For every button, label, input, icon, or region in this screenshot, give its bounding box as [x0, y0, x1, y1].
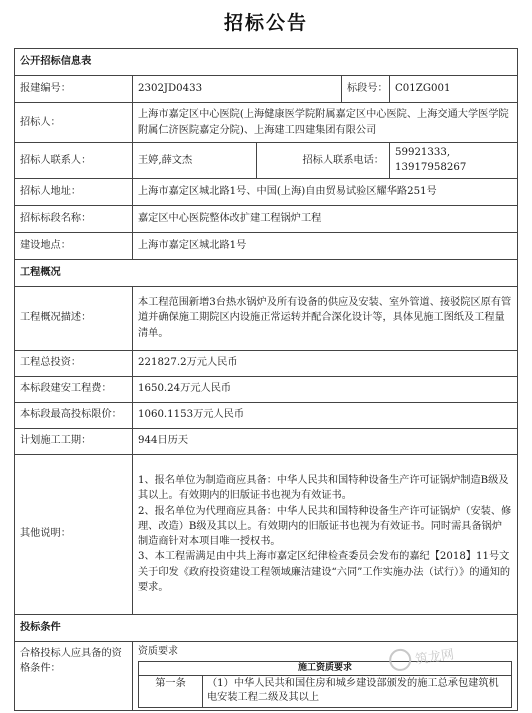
site-label: 建设地点： [15, 232, 133, 259]
section-project-overview: 工程概况 [15, 259, 518, 286]
other-notes-value [133, 454, 518, 614]
investment-value: 221827.2万元人民币 [133, 350, 518, 376]
construction-qualification-table [138, 661, 512, 709]
max-price-label: 本标段最高投标限价： [15, 402, 133, 428]
tender-info-table [14, 48, 518, 711]
other-note-1: 1、报名单位为制造商应具备：中华人民共和国特种设备生产许可证锅炉制造B级及其以上。有效期内的旧版证书也视为有效证书。 [138, 474, 509, 502]
qualification-label: 合格投标人应具备的资格条件： [15, 641, 133, 711]
section-public-tender-info: 公开招标信息表 [15, 49, 518, 76]
qualification-cell [133, 641, 518, 711]
lot-name-value: 嘉定区中心医院整体改扩建工程锅炉工程 [133, 205, 518, 232]
other-notes-label: 其他说明： [15, 454, 133, 614]
contact-label: 招标人联系人： [15, 143, 133, 179]
address-value: 上海市嘉定区城北路1号、中国(上海)自由贸易试验区耀华路251号 [133, 178, 518, 205]
lot-name-label: 招标标段名称： [15, 205, 133, 232]
other-note-2: 2、报名单位为代理商应具备：中华人民共和国特种设备生产许可证锅炉（安装、修理、改造）B级及其以上。有效期内的旧版证书也视为有效证书。同时需具备锅炉制造商针对本项目唯一授权书。 [138, 505, 512, 548]
contact-value: 王婷,薛文杰 [133, 143, 257, 179]
overview-value: 本工程范围新增3台热水锅炉及所有设备的供应及安装、室外管道、接驳院区原有管道并确保施工期院区内设施正常运转并配合深化设计等，具体见施工图纸及工程量清单。 [133, 286, 518, 350]
tenderer-label: 招标人： [15, 103, 133, 143]
construction-qualification-header: 施工资质要求 [139, 661, 512, 675]
investment-label: 工程总投资： [15, 350, 133, 376]
qualification-requirement-label: 资质要求 [138, 645, 178, 657]
site-value: 上海市嘉定区城北路1号 [133, 232, 518, 259]
max-price-value: 1060.1153万元人民币 [133, 402, 518, 428]
page-title: 招标公告 [223, 12, 308, 34]
address-label: 招标人地址： [15, 178, 133, 205]
fee-value: 1650.24万元人民币 [133, 376, 518, 402]
section-bid-conditions: 投标条件 [15, 614, 518, 641]
phone-value: 59921333, 13917958267 [390, 143, 518, 179]
watermark-text: 筑龙网 [414, 647, 456, 668]
lot-no-label: 标段号： [342, 76, 390, 103]
reg-no-value: 2302JD0433 [133, 76, 342, 103]
period-label: 计划施工工期： [15, 428, 133, 454]
period-value: 944日历天 [133, 428, 518, 454]
other-note-3: 3、本工程需满足由中共上海市嘉定区纪律检查委员会发布的嘉纪【2018】11号文关于印发《政府投资建设工程领域廉洁建设“六同”工作实施办法（试行）》的通知的要求。 [138, 551, 511, 593]
tenderer-value: 上海市嘉定区中心医院(上海健康医学院附属嘉定区中心医院、上海交通大学医学院附属仁济医院嘉定分院)、上海建工四建集团有限公司 [133, 103, 518, 143]
overview-label: 工程概况描述： [15, 286, 133, 350]
qualification-text: （1）中华人民共和国住房和城乡建设部颁发的施工总承包建筑机电安装工程二级及其以上 [203, 675, 512, 708]
phone-label: 招标人联系电话： [257, 143, 390, 179]
fee-label: 本标段建安工程费： [15, 376, 133, 402]
lot-no-value: C01ZG001 [390, 76, 518, 103]
qualification-term: 第一条 [139, 675, 203, 708]
reg-no-label: 报建编号： [15, 76, 133, 103]
